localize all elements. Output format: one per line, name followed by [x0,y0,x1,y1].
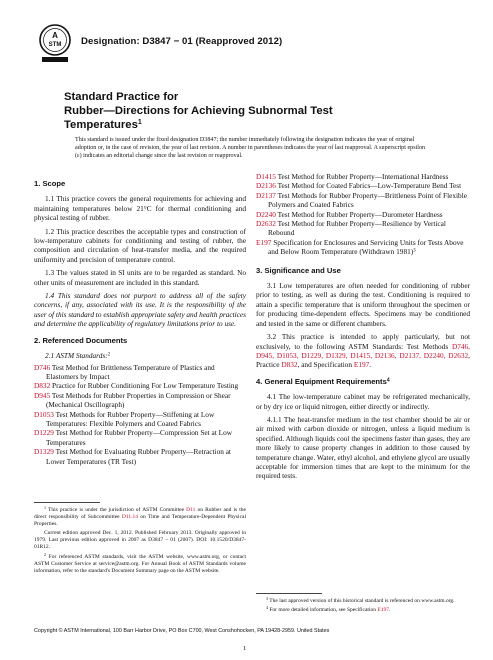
svg-text:A: A [52,31,58,40]
reference-code-link[interactable]: D832 [34,381,51,391]
reference-code-link[interactable]: D1415 [256,172,276,181]
reference-item [34,391,246,410]
reference-item [256,172,470,181]
reference-code-link[interactable]: D2240 [256,209,276,219]
reference-item [256,210,470,219]
reference-list-right [256,172,470,257]
copyright-notice: Copyright © ASTM International, 100 Barr Harbor Drive, PO Box C700, West Conshohocken, PA 19428-2959. United States [34,628,330,634]
svg-text:STM: STM [48,42,62,48]
d11-14-link[interactable]: D11.14 [121,514,139,521]
paragraph-2-1: 2.1 ASTM Standards:$^2$ [45,351,111,361]
reference-code-link[interactable]: E197 [256,237,272,247]
reference-item [34,410,246,429]
paragraph-3-2: 3.2 This practice is intended to apply particularly, but not exclusively, to the following ASTM Standards: Test Methods D746, D945, D1053, D1229, D1329, D1415, D2136, D2137, D2240, D2632, Practice D832, and Specification E197. [256,332,471,370]
reference-title: Test Methods for Rubber Property—Stiffening at Low Temperatures: Flexible Polymers and Coated Fabrics [46,409,215,428]
left-column [34,176,246,466]
footnote-rule-right [256,593,322,594]
reference-code-link[interactable]: D746 [34,362,51,372]
reference-code-link[interactable]: D945 [34,390,51,400]
paragraph-1-4: 1.4 This standard does not purport to address all of the safety concerns, if any, associated with its use. It is the responsibility of the user of this standard to establish appropriate safety and health practices and determine the applicability of regulatory limitations prior to use. [34,291,246,329]
paragraph-3-1: 3.1 Low temperatures are often needed for conditioning of rubber prior to testing, as well as during the test. Conditioning is required to attain a specific temperature that is uniform throughout the specimen or for producing time-dependent effects. Specimens may be conditioned and tested in the same or different chambers. [256,281,470,328]
paragraph-1-2: 1.2 This practice describes the acceptable types and construction of low-temperature cabinets for conditioning and testing of rubber, the composition and circulation of heat-transfer media, and the required uniformity and precision of temperature control. [34,226,246,264]
astm-logo [38,24,72,68]
e197-footnote-link[interactable]: E197 [377,607,389,614]
paragraph-4-1-1: 4.1.1 The heat-transfer medium in the test chamber should be air or air mixed with carbon dioxide or nitrogen, unless a liquid medium is specified. Although liquids cool the specimens faster than gases, they are more likely to cause property changes in addition to those caused by temperature change. Water, ethyl alcohol, and ethylene glycol are usually acceptable for immersion times that are kept to the minimum for the required tests. [256,414,470,481]
title-line-1: Standard Practice for [64,91,179,103]
reference-code-link[interactable]: D2632 [256,219,276,229]
footnotes-left [34,507,246,577]
reference-item [34,381,246,390]
footnote-mark: 3 [413,248,416,254]
footnote-1-edition: Current edition approved Dec. 1, 2012. Published February 2013. Originally approved in 1979. Last previous edition approved in 2007 as D3847 – 01 (2007). DOI: 10.1520/D3847-01R12. [34,530,246,551]
reference-code-link[interactable]: D2136 [256,181,276,191]
reference-title: Test Method for Rubber Property—Resilience by Vertical Rebound [268,219,446,238]
footnote-3: $^3$ The last approved version of this historical standard is referenced on www.astm.org. [266,596,455,604]
reference-title: Test Method for Rubber Property—Compression Set at Low Temperatures [46,428,232,447]
reference-item [256,238,470,257]
document-title [64,90,424,132]
reference-title: Practice for Rubber Conditioning For Low Temperature Testing [52,381,239,391]
footnotes-right [256,598,470,616]
paragraph-1-3: 1.3 The values stated in SI units are to be regarded as standard. No other units of measurement are included in this standard. [34,268,246,287]
right-column [256,172,470,485]
reference-code-link[interactable]: D1053 [34,409,54,419]
reference-title: Test Method for Evaluating Rubber Property—Retraction at Lower Temperatures (TR Test) [46,447,231,466]
footnote-4: $^4$ For more detailed information, see Specification E197. [266,605,391,614]
section-heading-referenced-documents: 2. Referenced Documents [34,335,128,345]
reference-list-left [34,363,246,466]
designation: Designation: D3847 − 01 (Reapproved 2012) [81,36,283,47]
reference-item [34,447,246,466]
reference-item [34,363,246,382]
section-heading-significance: 3. Significance and Use [256,265,341,275]
reference-item [256,219,470,238]
reference-item [256,181,470,190]
astm-logo-icon [38,24,72,68]
footnote-2: $^2$ For referenced ASTM standards, visit the ASTM website, www.astm.org, or contact ASTM Customer Service at service@astm.org. For Annual Book of ASTM Standards volume information, refer to the standard's Document Summary page on the ASTM website. [34,551,247,574]
reference-title: Test Methods for Rubber Properties in Compression or Shear (Mechanical Oscillograph) [46,390,231,410]
reference-code-link[interactable]: D1329 [34,447,54,457]
d832-link[interactable]: D832 [281,360,298,370]
standards-list-link[interactable]: D746, D945, D1053, D1229, D1329, D1415, D2136, D2137, D2240, D2632 [256,341,471,360]
reference-title: Test Methods for Rubber Property—Brittleness Point of Flexible Polymers and Coated Fabrics [268,190,467,210]
reference-title: Test Method for Coated Fabrics—Low-Temperature Bend Test [277,181,462,191]
page-number: 1 [243,645,247,652]
footnote-rule-left [34,502,100,503]
reference-code-link[interactable]: D2137 [256,190,276,200]
reference-title: Test Method for Rubber Property—International Hardness [277,172,449,181]
reference-code-link[interactable]: D1229 [34,428,54,438]
reference-title: Test Method for Brittleness Temperature of Plastics and Elastomers by Impact [46,362,215,381]
title-line-3: Temperatures$^1$ [64,119,142,131]
footnote-1: $^1$ This practice is under the jurisdiction of ASTM Committee D11 on Rubber and is the direct responsibility of Subcommittee D11.14 on Time and Temperature-Dependent Physical Properties. [34,505,246,528]
d11-link[interactable]: D11 [186,507,196,513]
title-line-2: Rubber—Directions for Achieving Subnormal Test [64,105,333,117]
paragraph-1-1: 1.1 This practice covers the general requirements for achieving and maintaining temperatures below 21°C for thermal conditioning and physical testing of rubber. [34,194,246,223]
reference-title: Test Method for Rubber Property—Durometer Hardness [277,209,443,219]
section-heading-scope: 1. Scope [34,179,66,188]
reference-item [34,428,246,447]
reference-item [256,191,470,210]
section-heading-equipment: 4. General Equipment Requirements$^4$ [256,376,390,386]
paragraph-4-1: 4.1 The low-temperature cabinet may be refrigerated mechanically, or by dry ice or liquid nitrogen, either directly or indirectly. [256,392,470,411]
issuance-note: This standard is issued under the fixed designation D3847; the number immediately following the designation indicates the year of original adoption or, in the case of revision, the year of last revision. A number in parentheses indicates the year of last reapproval. A superscript epsilon (ε) indicates an editorial change since the last revision or reapproval. [75,137,426,160]
reference-title: Specification for Enclosures and Servicing Units for Tests Above and Below Room Temperature [268,237,464,257]
reference-status: (Withdrawn 1981) [357,247,414,257]
e197-link[interactable]: E197 [353,360,370,370]
